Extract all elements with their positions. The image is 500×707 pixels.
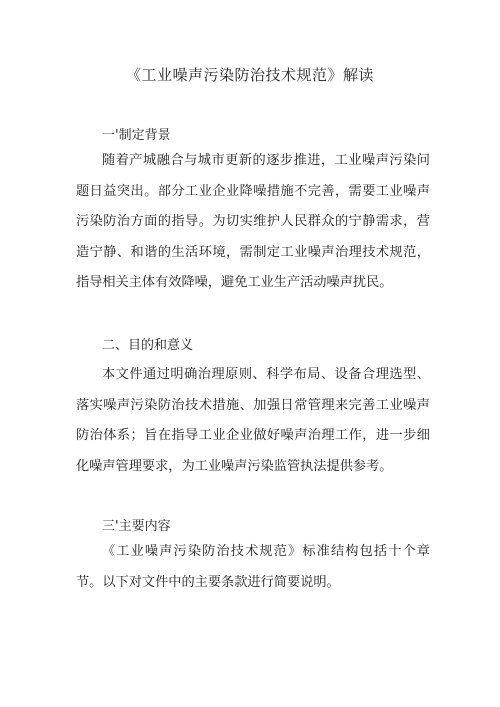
- document-title: 《工业噪声污染防治技术规范》解读: [125, 66, 374, 84]
- section-heading-purpose: 二、目的和意义: [102, 338, 194, 353]
- section-heading-content: 三'主要内容: [102, 519, 171, 534]
- section-heading-background: 一'制定背景: [102, 128, 171, 143]
- section-paragraph-content: 《工业噪声污染防治技术规范》标准结构包括十个章节。以下对文件中的主要条款进行简要说明。: [76, 544, 430, 590]
- section-paragraph-purpose: 本文件通过明确治理原则、科学布局、设备合理选型、落实噪声污染防治技术措施、加强日常管理来完善工业噪声防治体系；旨在指导工业企业做好噪声治理工作，进一步细化噪声管理要求，为工业噪声污染监管执法提供参考。: [76, 367, 430, 474]
- section-paragraph-background: 随着产城融合与城市更新的逐步推进，工业噪声污染问题日益突出。部分工业企业降噪措施不完善，需要工业噪声污染防治方面的指导。为切实维护人民群众的宁静需求，营造宁静、和谐的生活环境，需制定工业噪声治理技术规范，指导相关主体有效降噪，避免工业生产活动噪声扰民。: [76, 153, 430, 291]
